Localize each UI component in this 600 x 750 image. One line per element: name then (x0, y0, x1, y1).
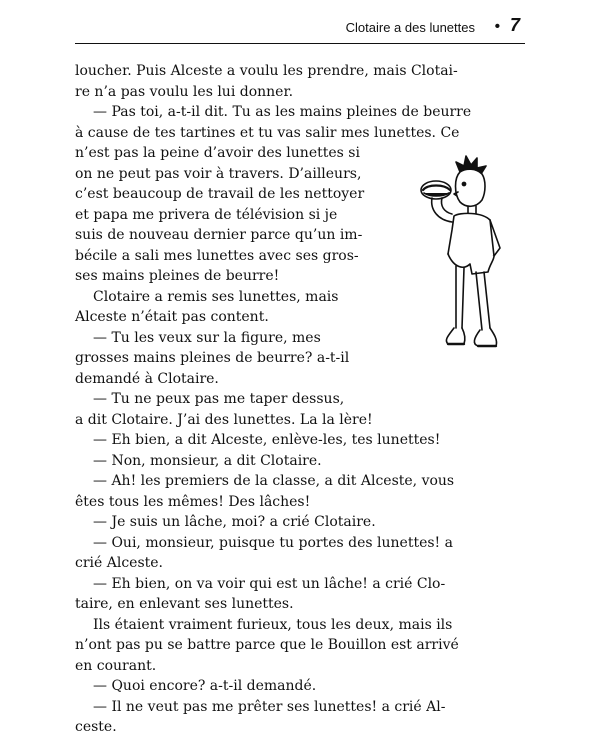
text-line: — Ah! les premiers de la classe, a dit Alceste, vous (93, 473, 455, 489)
header-bullet: • (494, 18, 500, 35)
text-line: — Eh bien, a dit Alceste, enlève-les, tes lunettes! (93, 432, 441, 448)
text-line: ceste. (75, 719, 117, 735)
text-line: n’ont pas pu se battre parce que le Bouillon est arrivé (75, 637, 459, 653)
text-line: Alceste n’était pas content. (75, 309, 269, 325)
text-line: bécile a sali mes lunettes avec ses gros- (75, 247, 359, 264)
text-line: et papa me privera de télévision si je (75, 206, 338, 223)
text-line: — Tu ne peux pas me taper dessus, (93, 391, 345, 407)
text-line: — Eh bien, on va voir qui est un lâche! a crié Clo- (93, 575, 446, 592)
text-line: en courant. (75, 657, 157, 674)
text-line: grosses mains pleines de beurre? a-t-il (75, 350, 350, 366)
text-line: — Il ne veut pas me prêter ses lunettes! a crié Al- (93, 698, 446, 715)
page-header (0, 0, 600, 44)
text-line: — Je suis un lâche, moi? a crié Clotaire. (93, 514, 376, 530)
text-line: loucher. Puis Alceste a voulu les prendre, mais Clotai- (75, 63, 458, 79)
text-line: — Tu les veux sur la figure, mes (93, 329, 321, 346)
text-line: — Pas toi, a-t-il dit. Tu as les mains pleines de beurre (93, 104, 472, 120)
boy-eating-sandwich-illustration (404, 150, 534, 370)
text-line: c’est beaucoup de travail de les nettoyer (75, 186, 365, 202)
text-line: on ne peut pas voir à travers. D’ailleurs, (75, 165, 362, 182)
text-line: crié Alceste. (75, 555, 164, 571)
text-line: suis de nouveau dernier parce qu’un im- (75, 227, 363, 243)
text-line: n’est pas la peine d’avoir des lunettes si (75, 145, 360, 161)
text-line: Ils étaient vraiment furieux, tous les deux, mais ils (93, 616, 453, 633)
text-line: a dit Clotaire. J’ai des lunettes. La la lère! (75, 411, 373, 428)
text-line: taire, en enlevant ses lunettes. (75, 596, 294, 612)
text-line: demandé à Clotaire. (75, 370, 219, 387)
page-number: 7 (509, 15, 520, 35)
header-rule (75, 43, 525, 44)
text-line: Clotaire a remis ses lunettes, mais (93, 288, 339, 305)
text-line: — Oui, monsieur, puisque tu portes des lunettes! a (93, 534, 453, 551)
text-line: à cause de tes tartines et tu vas salir mes lunettes. Ce (75, 124, 460, 141)
running-title: Clotaire a des lunettes (345, 20, 475, 35)
text-line: ses mains pleines de beurre! (75, 268, 280, 284)
text-line: re n’a pas voulu les lui donner. (75, 83, 294, 100)
text-line: — Quoi encore? a-t-il demandé. (93, 678, 317, 694)
text-line: — Non, monsieur, a dit Clotaire. (93, 452, 322, 469)
text-line: êtes tous les mêmes! Des lâches! (75, 493, 311, 510)
